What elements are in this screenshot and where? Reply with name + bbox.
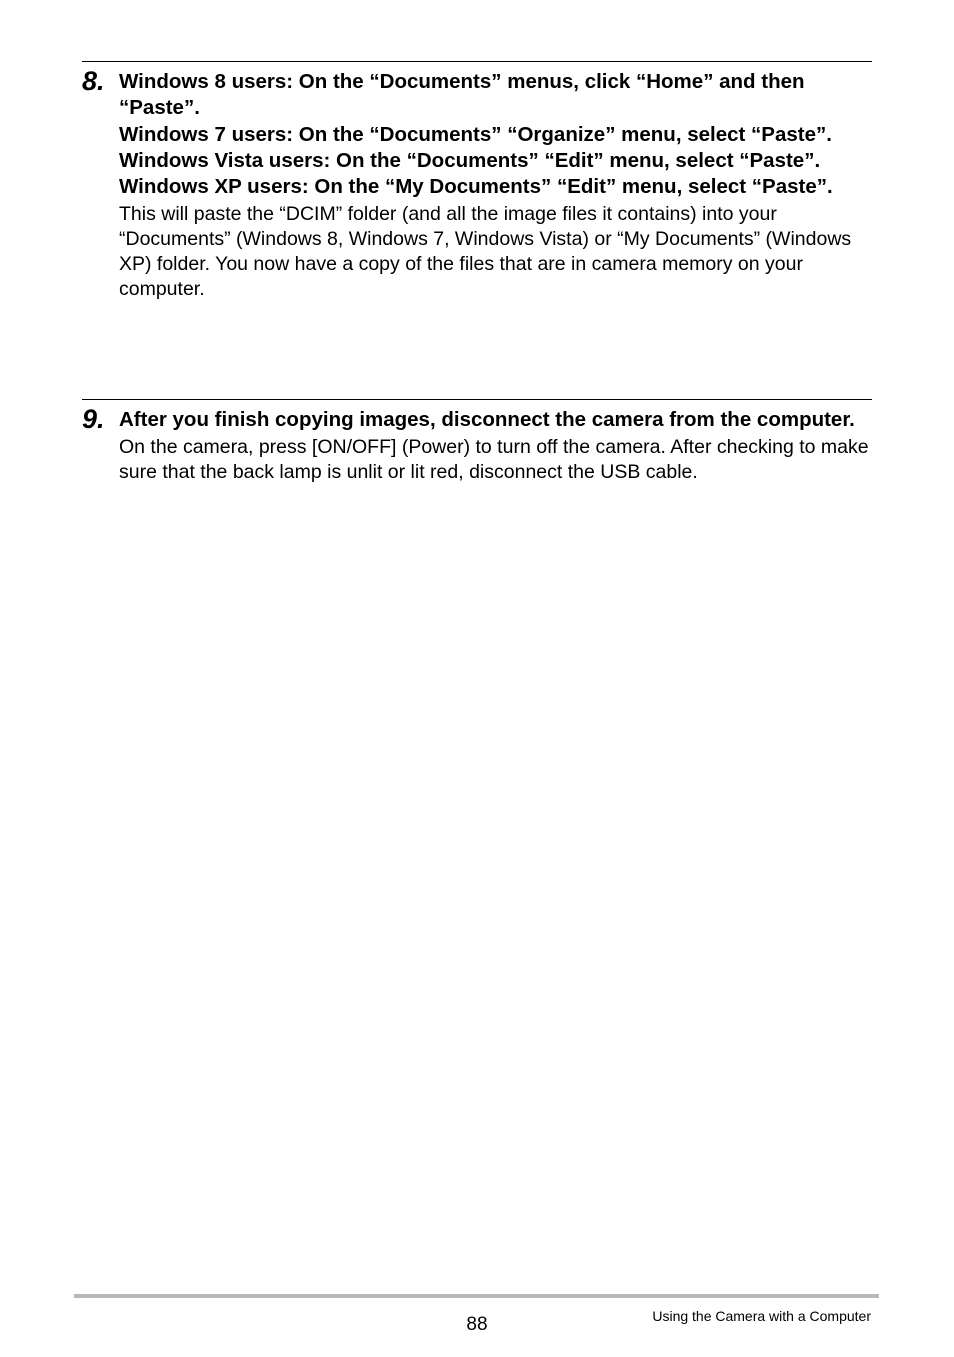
footer-divider [74, 1294, 879, 1298]
step-9 [82, 399, 872, 485]
step-body [119, 62, 872, 302]
step-heading-windows-xp: Windows XP users: On the “My Documents” “Edit” menu, select “Paste”. [119, 175, 833, 199]
step-body [119, 400, 872, 485]
step-heading-windows-7: Windows 7 users: On the “Documents” “Organize” menu, select “Paste”. [119, 122, 832, 146]
step-number: 8. [82, 66, 105, 96]
footer-section-title: Using the Camera with a Computer [652, 1308, 871, 1324]
step-number: 9. [82, 404, 105, 434]
step-heading-windows-8: Windows 8 users: On the “Documents” menus, click “Home” and then “Paste”. [119, 70, 805, 120]
step-heading: After you finish copying images, disconnect the camera from the computer. [119, 408, 855, 431]
page-number: 88 [466, 1314, 488, 1335]
step-heading-windows-vista: Windows Vista users: On the “Documents” “Edit” menu, select “Paste”. [119, 148, 821, 172]
step-8 [82, 61, 872, 302]
step-description: On the camera, press [ON/OFF] (Power) to turn off the camera. After checking to make sure that the back lamp is unlit or lit red, disconnect the USB cable. [119, 436, 869, 484]
step-description: This will paste the “DCIM” folder (and all the image files it contains) into your “Documents” (Windows 8, Windows 7, Windows Vista) or “My Documents” (Windows XP) folder. You now have a copy of the files that are in camera memory on your computer. [119, 203, 852, 301]
